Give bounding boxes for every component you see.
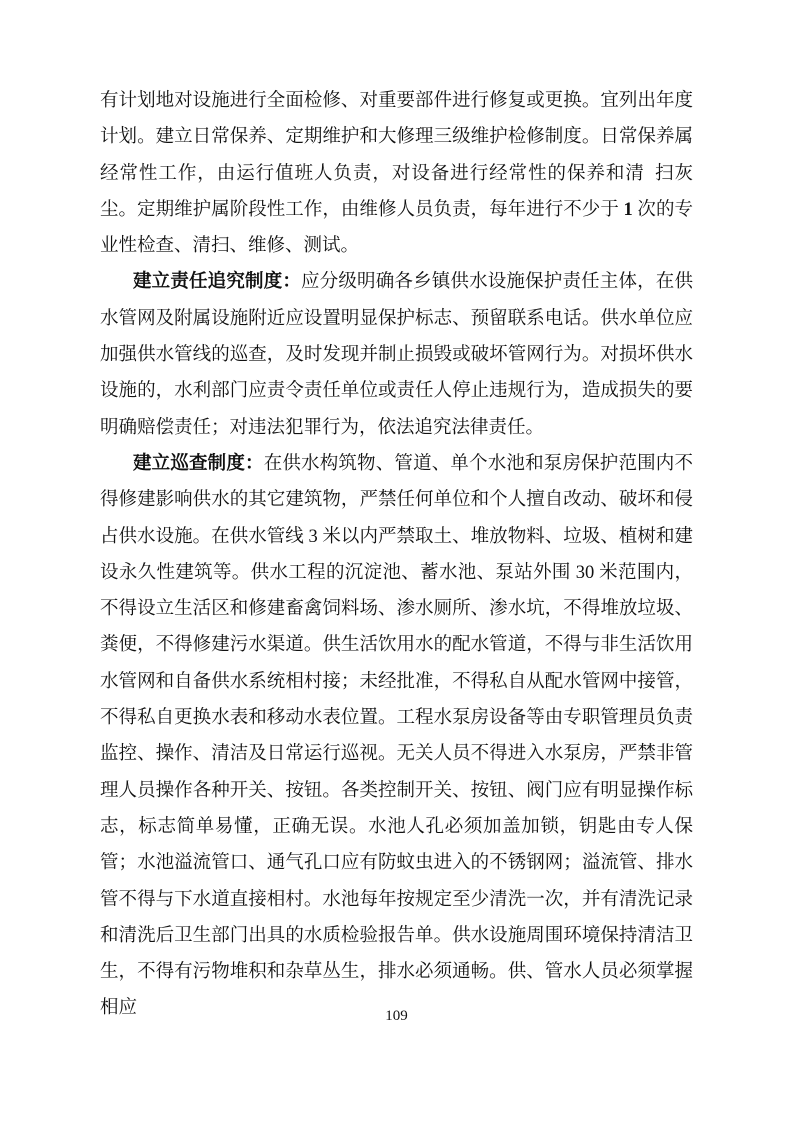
- page-number: 109: [385, 1008, 408, 1024]
- text-run: 次的专业性检查、清扫、维修、测试。: [100, 199, 693, 257]
- text-run-bold: 1: [623, 199, 633, 220]
- paragraph-accountability-system: [100, 264, 693, 445]
- text-run: 在供水构筑物、管道、单个水池和泵房保护范围内不得修建影响供水的其它建筑物，严禁任何单位和个人擅自改动、破坏和侵占供水设施。在供水管线 3 米以内严禁取土、堆放物料、垃圾、植树和建设永久性建筑等。供水工程的沉淀池、蓄水池、泵站外围 30 米范围内，不得设立生活区和修建畜禽饲料场、渗水厕所、渗水坑，不得堆放垃圾、粪便，不得修建污水渠道。供生活饮用水的配水管道，不得与非生活饮用水管网和自备供水系统相村接；未经批准，不得私自从配水管网中接管，不得私自更换水表和移动水表位置。工程水泵房设备等由专职管理员负责监控、操作、清洁及日常运行巡视。无关人员不得进入水泵房，严禁非管理人员操作各种开关、按钮。各类控制开关、按钮、阀门应有明显操作标志，标志简单易懂，正确无误。水池人孔必须加盖加锁，钥匙由专人保管；水池溢流管口、通气孔口应有防蚊虫进入的不锈钢网；溢流管、排水管不得与下水道直接相村。水池每年按规定至少清洗一次，并有清洗记录和清洗后卫生部门出具的水质检验报告单。供水设施周围环境保持清洁卫生，不得有污物堆积和杂草丛生，排水必须通畅。供、管水人员必须掌握相应: [100, 453, 693, 1019]
- paragraph-lead-bold: 建立巡查制度：: [133, 453, 264, 474]
- document-body: [100, 83, 693, 1027]
- text-run: 应分级明确各乡镇供水设施保护责任主体，在供水管网及附属设施附近应设置明显保护标志、预留联系电话。供水单位应加强供水管线的巡查，及时发现并制止损毁或破坏管网行为。对损坏供水设施的，水利部门应责令责任单位或责任人停止违规行为，造成损失的要明确赔偿责任；对违法犯罪行为，依法追究法律责任。: [100, 272, 693, 438]
- text-run: 有计划地对设施进行全面检修、对重要部件进行修复或更换。宜列出年度计划。建立日常保养、定期维护和大修理三级维护检修制度。日常保养属经常性工作，由运行值班人负责，对设备进行经常性的保养和清 扫灰尘。定期维护属阶段性工作，由维修人员负责，每年进行不少于: [100, 91, 693, 220]
- paragraph-inspection-system: [100, 446, 693, 1027]
- paragraph-lead-bold: 建立责任追究制度：: [133, 272, 302, 293]
- paragraph-maintenance: [100, 83, 693, 264]
